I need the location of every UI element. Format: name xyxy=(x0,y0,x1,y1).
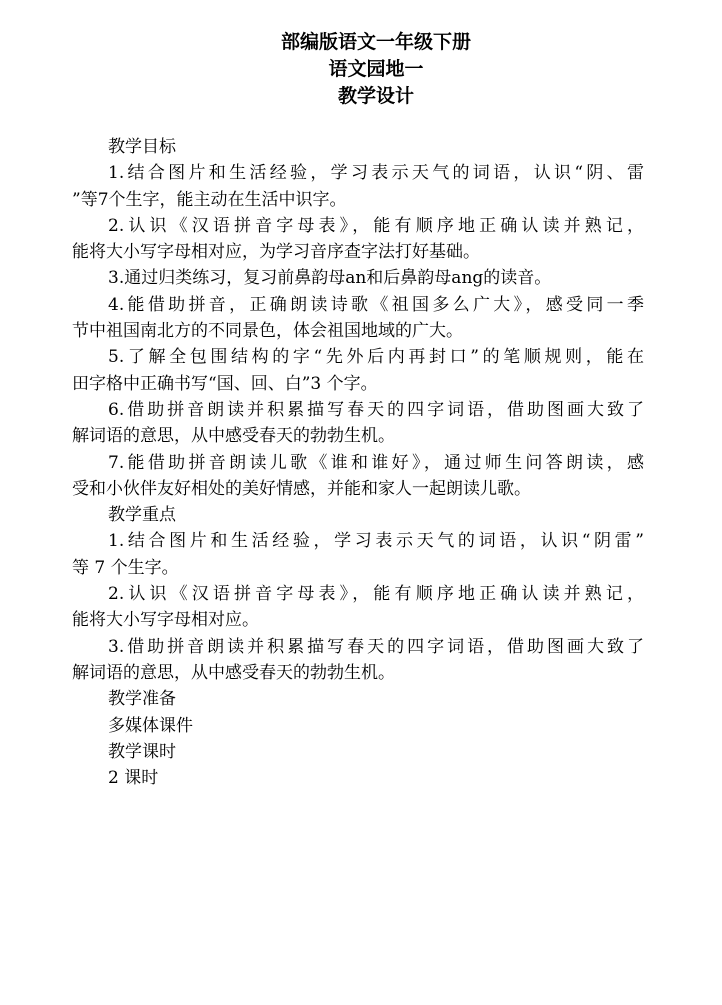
objective-7-line-2: 受和小伙伴友好相处的美好情感，并能和家人一起朗读儿歌。 xyxy=(72,478,531,499)
objective-5-line-1: 5.了解全包围结构的字“先外后内再封口”的笔顺规则，能在 xyxy=(108,347,644,368)
hours-content: 2 课时 xyxy=(108,768,159,789)
key-point-1-line-2: 等 7 个生字。 xyxy=(72,557,179,578)
objective-4-line-2: 节中祖国南北方的不同景色，体会祖国地域的广大。 xyxy=(72,321,463,342)
preparation-content: 多媒体课件 xyxy=(108,715,193,736)
objective-2-line-2: 能将大小写字母相对应，为学习音序查字法打好基础。 xyxy=(72,242,480,263)
title-line-3: 教学设计 xyxy=(337,85,414,107)
objective-7-line-1: 7.能借助拼音朗读儿歌《谁和谁好》，通过师生问答朗读，感 xyxy=(108,452,644,473)
hours-heading: 教学课时 xyxy=(108,741,176,762)
objective-2-line-1: 2.认识《汉语拼音字母表》，能有顺序地正确认读并熟记， xyxy=(108,215,644,236)
key-point-3-line-1: 3.借助拼音朗读并积累描写春天的四字词语，借助图画大致了 xyxy=(108,636,644,657)
objective-3-line-1: 3.通过归类练习，复习前鼻韵母an和后鼻韵母ang的读音。 xyxy=(108,268,552,289)
key-points-heading: 教学重点 xyxy=(108,505,176,526)
document-body xyxy=(72,134,644,791)
objective-4-line-1: 4.能借助拼音，正确朗读诗歌《祖国多么广大》，感受同一季 xyxy=(108,294,644,315)
key-point-2-line-1: 2.认识《汉语拼音字母表》，能有顺序地正确认读并熟记， xyxy=(108,584,644,605)
title-line-1: 部编版语文一年级下册 xyxy=(280,31,471,53)
objective-1-line-1: 1.结合图片和生活经验，学习表示天气的词语，认识“阴、雷 xyxy=(108,163,644,184)
title-line-2: 语文园地一 xyxy=(328,58,424,80)
key-point-3-line-2: 解词语的意思，从中感受春天的勃勃生机。 xyxy=(72,662,395,683)
document-title xyxy=(0,29,722,110)
objective-6-line-2: 解词语的意思，从中感受春天的勃勃生机。 xyxy=(72,426,395,447)
key-point-1-line-1: 1.结合图片和生活经验，学习表示天气的词语，认识“阴雷” xyxy=(108,531,644,552)
objective-1-line-2: ”等7个生字，能主动在生活中识字。 xyxy=(72,189,347,210)
objective-6-line-1: 6.借助拼音朗读并积累描写春天的四字词语，借助图画大致了 xyxy=(108,399,644,420)
objective-5-line-2: 田字格中正确书写“国、回、白”3 个字。 xyxy=(72,373,378,394)
objectives-heading: 教学目标 xyxy=(108,137,176,157)
preparation-heading: 教学准备 xyxy=(108,689,176,710)
key-point-2-line-2: 能将大小写字母相对应。 xyxy=(72,610,259,631)
